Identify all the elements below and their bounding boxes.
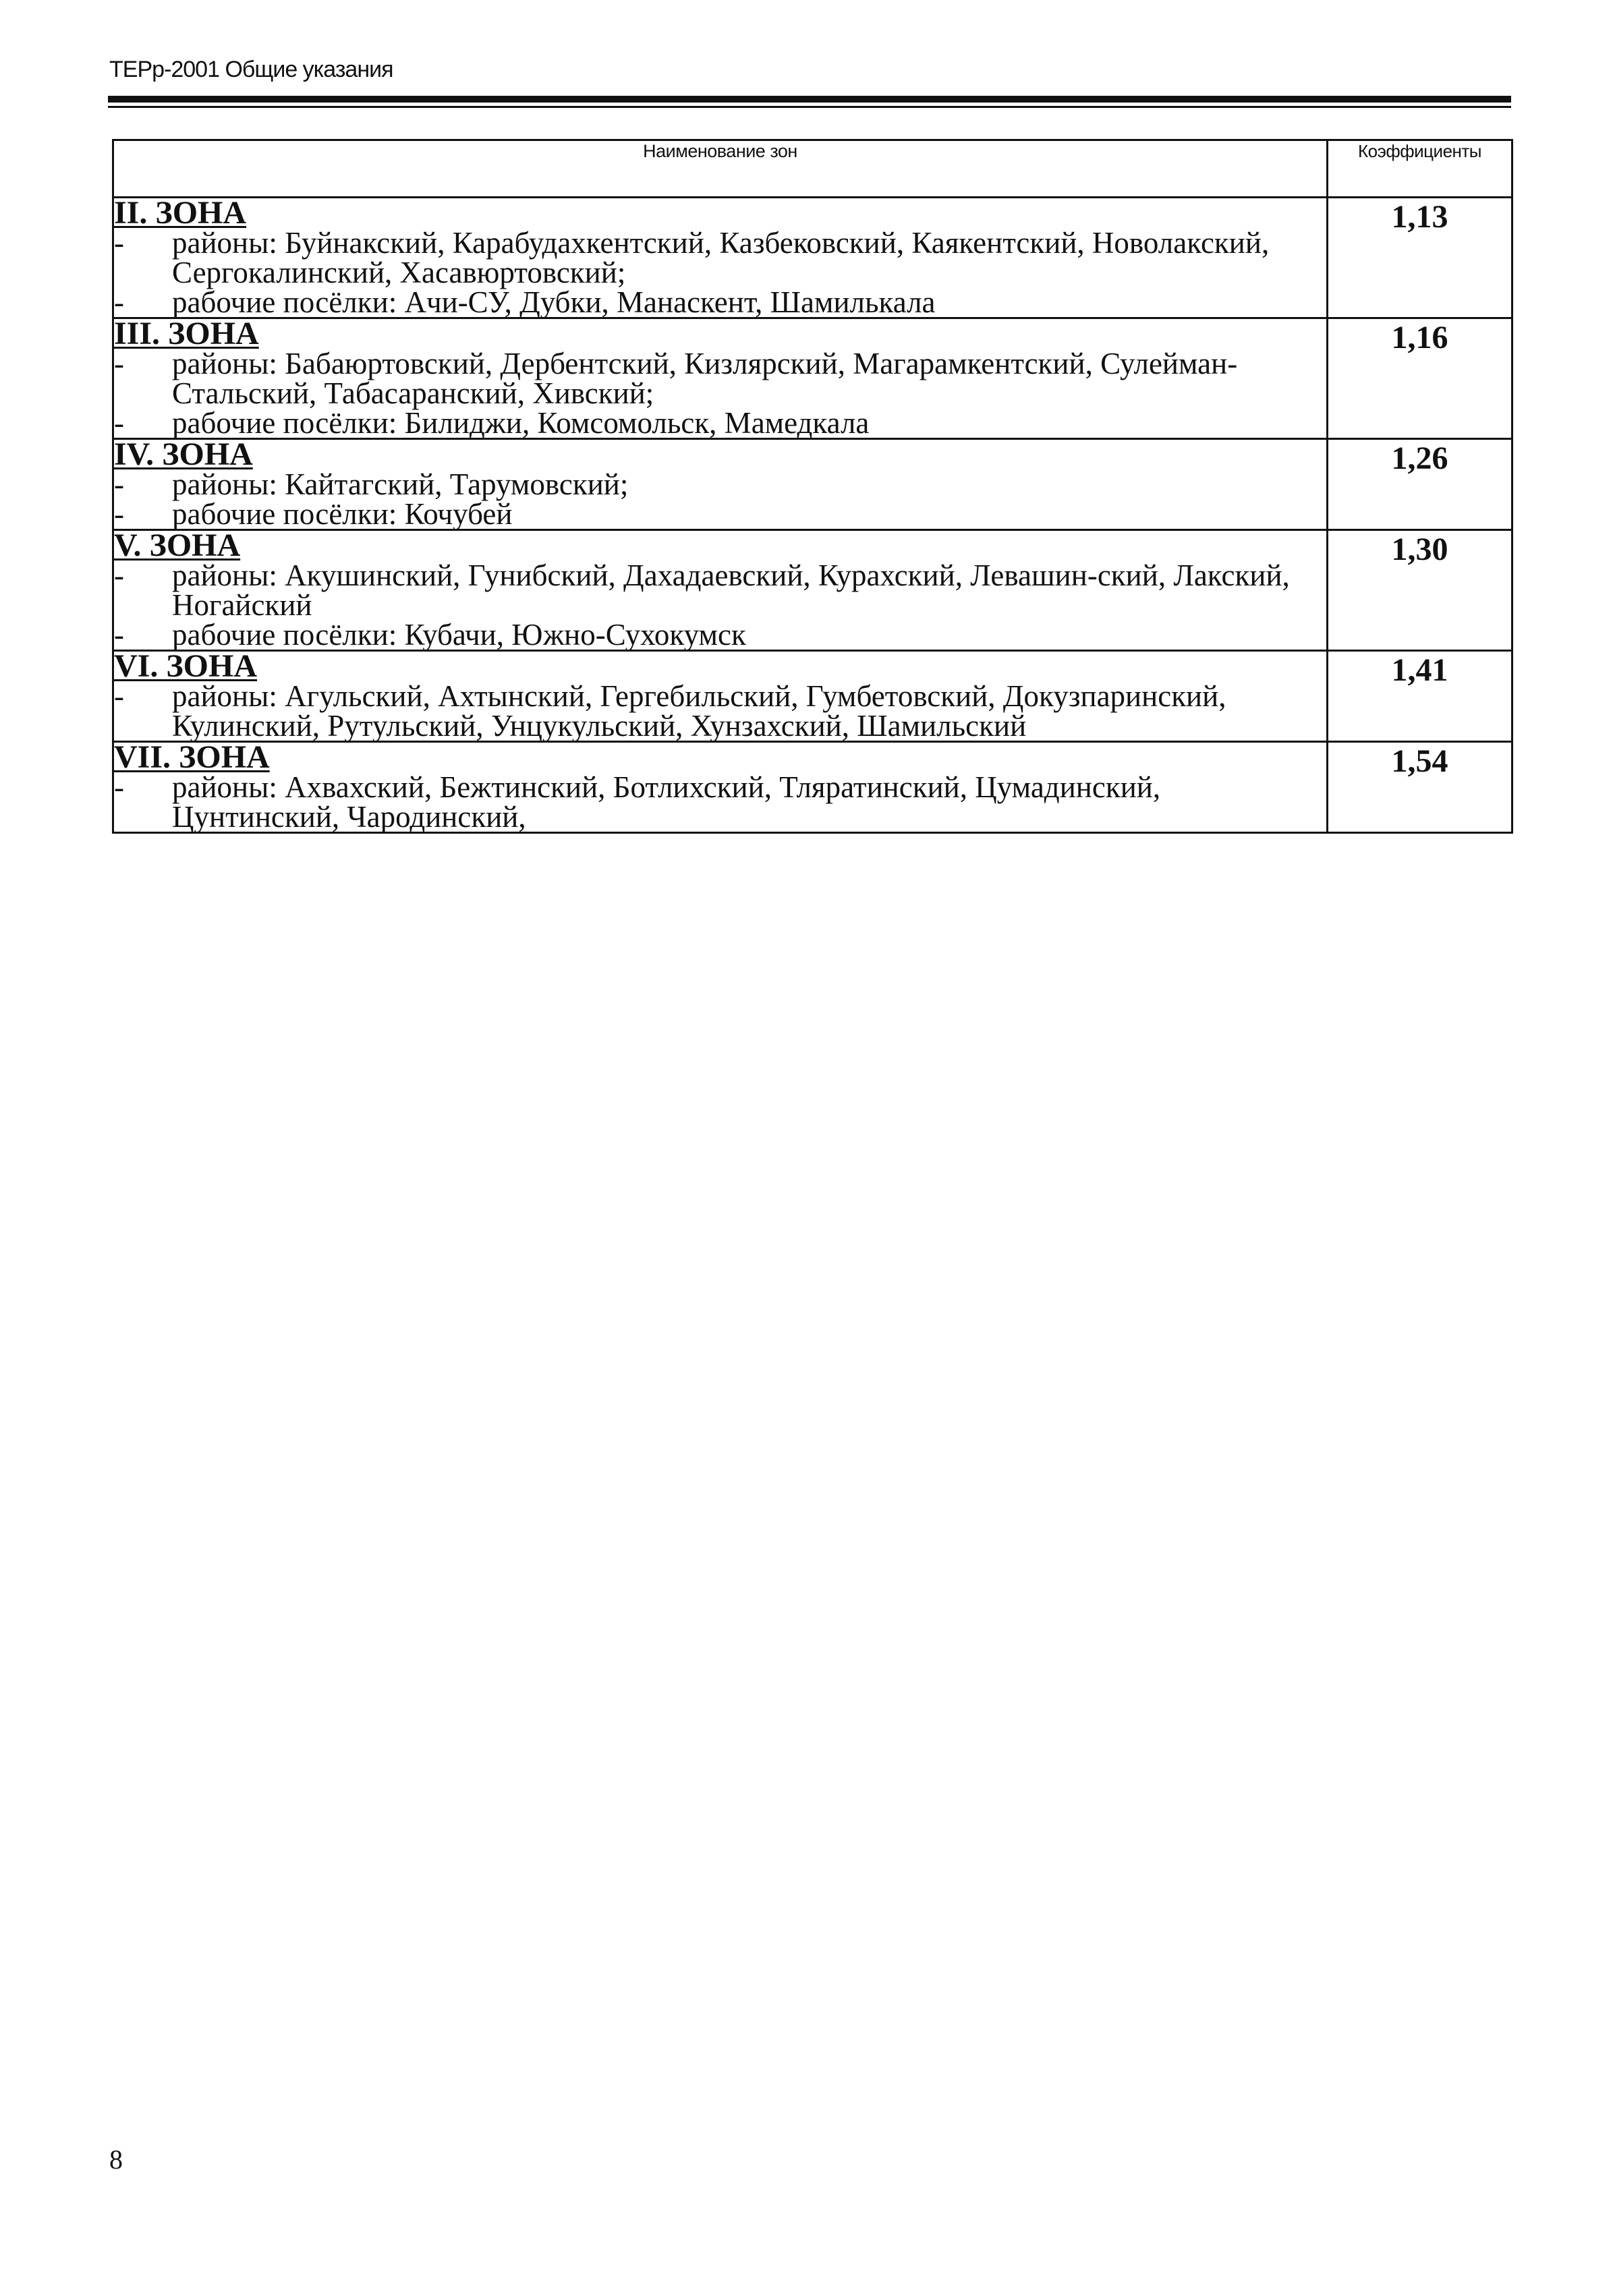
zone-cell bbox=[113, 648, 1328, 743]
zone-cell bbox=[113, 195, 1328, 319]
zone-coefficient: 1,54 bbox=[1328, 742, 1512, 833]
zone-item: - районы: Акушинский, Гунибский, Дахадаевский, Курахский, Левашин-ский, Лакский, Ногайский bbox=[114, 558, 1290, 622]
table-row bbox=[113, 198, 1512, 318]
zone-item: - районы: Буйнакский, Карабудахкентский, Казбековский, Каякентский, Новолакский, Сергокалинский, Хасавюртовский; bbox=[114, 226, 1270, 289]
zone-coefficient: 1,30 bbox=[1328, 530, 1512, 651]
zone-title: III. ЗОНА bbox=[114, 316, 259, 351]
zone-item: - рабочие посёлки: Кочубей bbox=[114, 497, 513, 531]
table-row bbox=[113, 651, 1512, 742]
table-row bbox=[113, 439, 1512, 530]
table-row bbox=[113, 318, 1512, 439]
zone-item: - рабочие посёлки: Билиджи, Комсомольск, Мамедкала bbox=[114, 406, 870, 440]
zone-item: - районы: Ахвахский, Бежтинский, Ботлихский, Тляратинский, Цумадинский, Цунтинский, Чародинский, bbox=[114, 770, 1161, 834]
zone-coefficient: 1,26 bbox=[1328, 439, 1512, 530]
zone-item: - районы: Бабаюртовский, Дербентский, Кизлярский, Магарамкентский, Сулейман-Стальский, Табасаранский, Хивский; bbox=[114, 347, 1238, 410]
zone-item: - районы: Агульский, Ахтынский, Гергебильский, Гумбетовский, Докузпаринский, Кулинский, Рутульский, Унцукульский, Хунзахский, Шамильский bbox=[114, 679, 1226, 743]
zone-title: IV. ЗОНА bbox=[114, 436, 253, 472]
zone-cell bbox=[113, 318, 1328, 439]
document-header-title: ТЕРр-2001 Общие указания bbox=[109, 57, 393, 82]
zone-coefficient: 1,41 bbox=[1328, 651, 1512, 742]
zone-item: - рабочие посёлки: Кубачи, Южно-Сухокумск bbox=[114, 618, 746, 652]
zones-table bbox=[112, 139, 1513, 834]
zone-cell bbox=[113, 527, 1328, 652]
zone-title: VI. ЗОНА bbox=[114, 648, 258, 684]
header-rule-thin bbox=[108, 106, 1511, 108]
zone-cell bbox=[113, 739, 1328, 834]
zone-cell bbox=[113, 436, 1328, 531]
zone-coefficient: 1,13 bbox=[1328, 198, 1512, 318]
table-row bbox=[113, 530, 1512, 651]
page-number: 8 bbox=[109, 2144, 123, 2175]
header-rule-thick bbox=[108, 96, 1511, 103]
column-header-zone-name: Наименование зон bbox=[113, 140, 1328, 198]
zone-title: V. ЗОНА bbox=[114, 527, 241, 563]
zone-title: VII. ЗОНА bbox=[114, 739, 270, 775]
zone-coefficient: 1,16 bbox=[1328, 318, 1512, 439]
table-header-row bbox=[113, 140, 1512, 198]
zone-item: - районы: Кайтагский, Тарумовский; bbox=[114, 467, 629, 501]
column-header-coefficients: Коэффициенты bbox=[1328, 140, 1512, 198]
zone-item: - рабочие посёлки: Ачи-СУ, Дубки, Манаскент, Шамилькала bbox=[114, 285, 936, 319]
table-row bbox=[113, 742, 1512, 833]
zone-title: II. ЗОНА bbox=[114, 195, 247, 231]
